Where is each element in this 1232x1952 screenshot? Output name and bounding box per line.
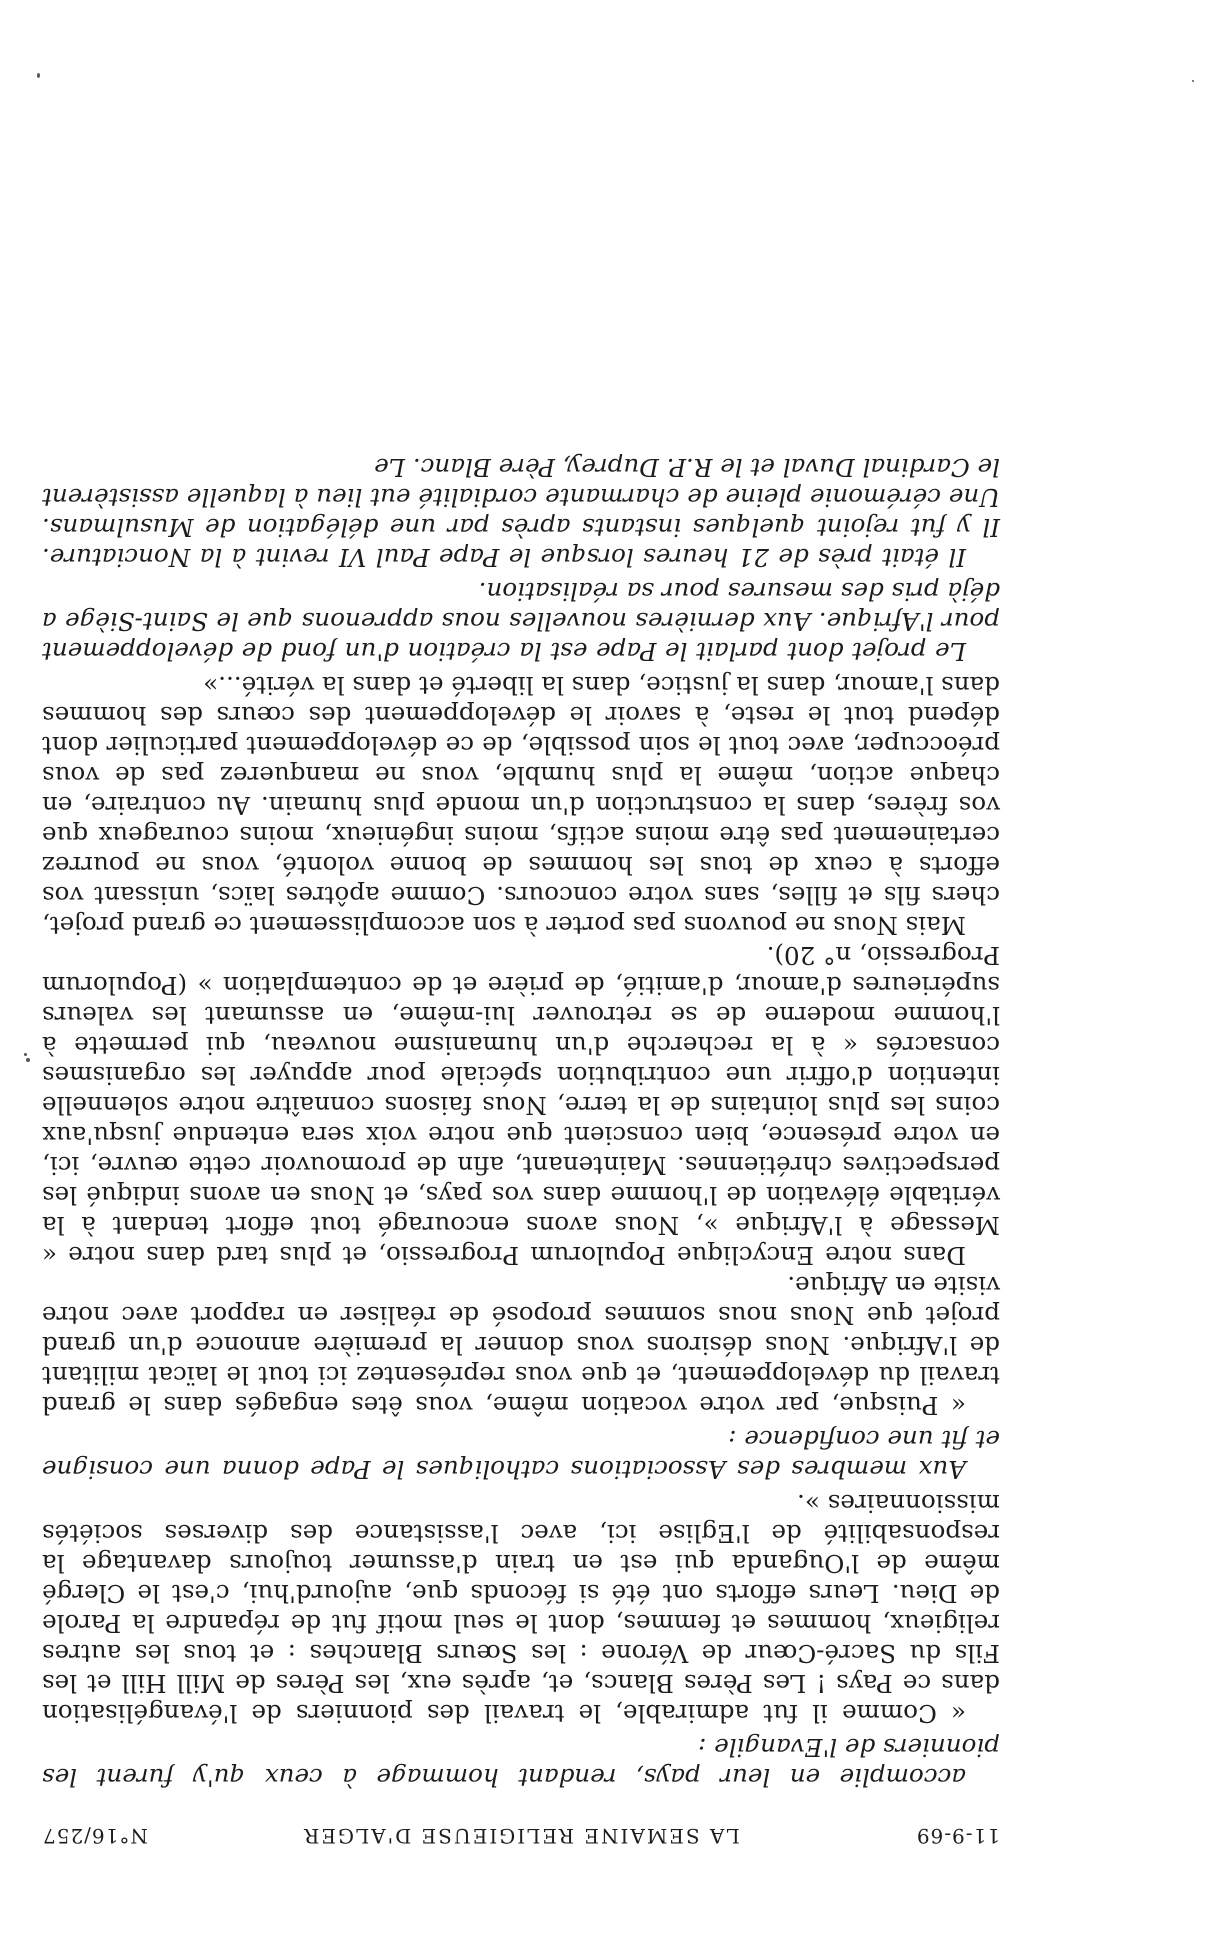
issue-number: N°16/257 [42,1824,148,1848]
paragraph: Aux membres des Associations catholiques le Pape donna une consigne et fit une confidence : [42,1425,1000,1484]
page-header [42,1818,1000,1852]
article-body [42,452,1000,1792]
quote-paragraph: Mais Nous ne pouvons pas porter à son accomplissement ce grand projet, chers fils et filles, sans votre concours. Comme apôtres laïcs, unissant vos efforts à ceux de tous les hommes de bonne volonté, vous ne pourrez certainement pas être moins actifs, moins ingénieux, moins courageux que vos frères, dans la construction d'un monde plus humain. Au contraire, en chaque action, même la plus humble, vous ne manquerez pas de vous préoccuper, avec tout le soin possible, de ce développement particulier dont dépend tout le reste, à savoir le développement des cœurs des hommes dans l'amour, dans la justice, dans la liberté et dans la vérité...» [42,671,1000,940]
header-date: 11-9-69 [915,1824,1000,1848]
paragraph: Il était près de 21 heures lorsque le Pape Paul VI revint à la Nonciature. Il y fut rejoint quelques instants après par une délégation de Musulmans. Une cérémonie pleine de charmante cordialité eut lieu à laquelle assistèrent le Cardinal Duval et le R.P. Duprey, Père Blanc. Le [42,453,1000,572]
quote-paragraph: Dans notre Encyclique Populorum Progressio, et plus tard dans notre « Message à l'Afrique », Nous avons encouragé tout effort tendant à la véritable élévation de l'homme dans vos pays, et Nous en avons indiqué les perspectives chrétiennes. Maintenant, afin de promouvoir cette œuvre, ici, en votre présence, bien conscient que notre voix sera entendue jusqu'aux coins les plus lointains de la terre, Nous faisons connaître notre solennelle intention d'offrir une contribution spéciale pour appuyer les organismes consacrés « à la recherche d'un humanisme nouveau, qui permette à l'homme moderne de se retrouver lui-même, en assumant les valeurs supérieures d'amour, d'amitié, de prière et de contemplation » (Populorum Progressio, n° 20). [42,941,1000,1270]
paragraph: Le projet dont parlait le Pape est la création d'un fond de développement pour l'Afrique. Aux dernières nouvelles nous apprenons que le Saint-Siège a déjà pris des mesures pour sa réalisation. [42,577,1000,666]
publication-title: LA SEMAINE RELIGIEUSE D'ALGER [302,1824,740,1848]
quote-paragraph: « Comme il fut admirable, le travail des pionniers de l'évangélisation dans ce Pays ! Les Pères Blancs, et, après eux, les Pères de Mill Hill et les Fils du Sacré-Cœur de Vérone : les Sœurs Blanches : et tous les autres religieux, hommes et femmes, dont le seul motif fut de répandre la Parole de Dieu. Leurs efforts ont été si féconds que, aujourd'hui, c'est le Clergé même de l'Ouganda qui est en train d'assumer toujours davantage la responsabilité de l'Eglise ici, avec l'assistance des diverses sociétés missionnaires ». [42,1489,1000,1728]
quote-paragraph: « Puisque, par votre vocation même, vous êtes engagés dans le grand travail du développement, et que vous représentez ici tout le laïcat militant de l'Afrique. Nous désirons vous donner la première annonce d'un grand projet que Nous nous sommes proposé de réaliser en rapport avec notre visite en Afrique. [42,1271,1000,1420]
paragraph: accomplie en leur pays, rendant hommage à ceux qu'y furent les pionniers de l'Evangile : [42,1733,1000,1792]
